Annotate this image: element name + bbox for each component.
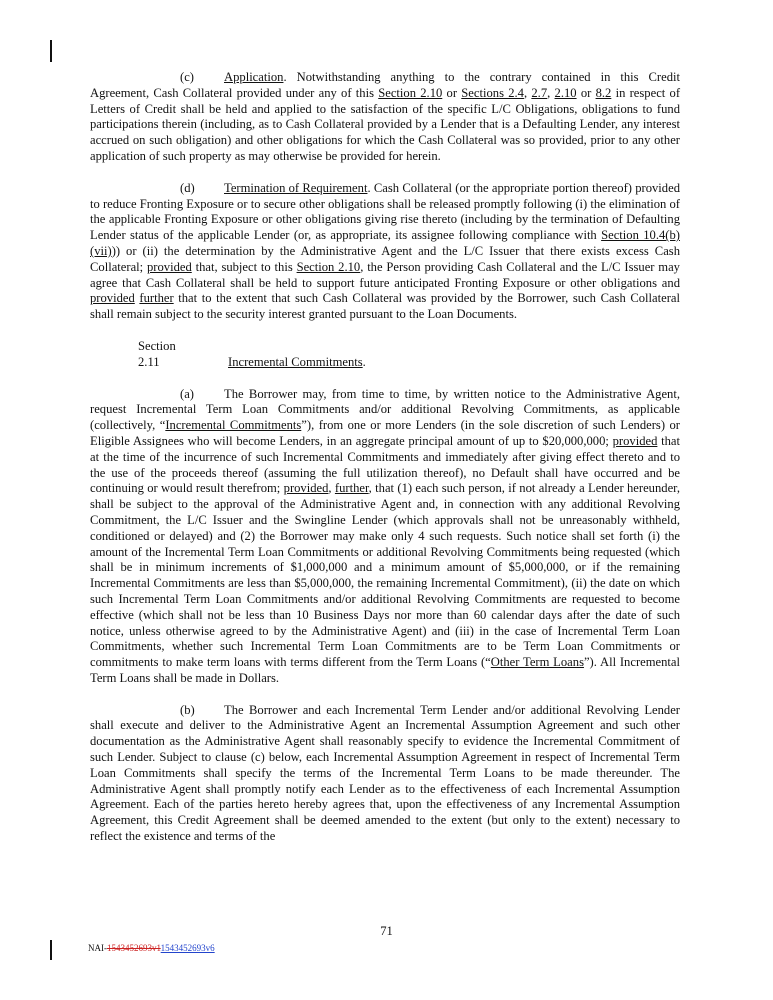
cross-reference: 8.2 [595, 85, 612, 100]
cross-reference: Section 10.4(b)(vii) [90, 228, 680, 258]
cross-reference: Section 2.10 [378, 85, 443, 100]
section-title: Incremental Commitments [228, 354, 363, 369]
paragraph-heading: Application [224, 70, 284, 84]
defined-term: provided [612, 433, 658, 448]
section-number: Section 2.11 [138, 338, 176, 369]
document-id-deleted: 1543452693v1 [107, 943, 161, 953]
page-number: 71 [380, 924, 393, 938]
paragraph-label: (a) [180, 386, 194, 401]
cross-reference: Sections 2.4 [461, 85, 524, 100]
change-bar-top [50, 40, 52, 62]
paragraph-c: (c) Application. Notwithstanding anything to the contrary contained in this Credit Agreement, Cash Collateral provided under any of this Section 2.10 or Sections 2.4, 2.7, 2.10 or 8.2 in respect of Letters of Credit shall be held and applied to the satisfaction of the specific L/C Obligations, obligations to fund participations therein (including, as to Cash Collateral provided by a Lender that is a Defaulting Lender, any interest accrued on such obligation) and other obligations for which the Cash Collateral was so provided, prior to any other application of such property as may otherwise be provided for herein. [90, 70, 681, 163]
cross-reference: Section 2.10 [296, 259, 361, 274]
cross-reference: 2.7 [531, 85, 548, 100]
section-heading: Section 2.11 Incremental Commitments. [138, 338, 366, 369]
defined-term: further [139, 291, 174, 306]
change-bar-bottom [50, 940, 52, 960]
paragraph-label: (d) [180, 180, 195, 195]
paragraph-heading: Termination of Requirement [224, 180, 368, 195]
document-id [88, 943, 215, 953]
document-id-inserted: 1543452693v6 [160, 943, 215, 953]
defined-term: provided [146, 259, 192, 274]
defined-term: provided [283, 481, 329, 496]
document-id-prefix: NAI- [88, 943, 107, 953]
paragraph-a: (a) The Borrower may, from time to time, by written notice to the Administrative Agent, request Incremental Term Loan Commitments and/or additional Revolving Commitments, as applicable (collectively, “Incremental Commitments”), from one or more Lenders (in the sole discretion of such Lenders) or Eligible Assignees who will become Lenders, in an aggregate principal amount of up to $20,000,000; provided that at the time of the incurrence of such Incremental Commitments and immediately after giving effect thereto and to the use of the proceeds thereof (assuming the full utilization thereof), no Default shall have occurred and be continuing or would result therefrom; provided, further, that (1) each such person, if not already a Lender hereunder, shall be subject to the approval of the Administrative Agent and, in connection with any additional Revolving Commitment, the L/C Issuer and the Swingline Lender (which approvals shall not be unreasonably withheld, conditioned or delayed) and (2) the Borrower may make only 4 such requests. Such notice shall set forth (i) the amount of the Incremental Term Loan Commitments or additional Revolving Commitments being requested (which shall be in minimum increments of $1,000,000 and a minimum amount of $5,000,000, or if the remaining Incremental Commitments are less than $5,000,000, the remaining Incremental Commitment), (ii) the date on which such Incremental Term Loan Commitments and/or additional Revolving Commitments are requested to become effective (which shall not be less than 10 Business Days nor more than 60 calendar days after the date of such notice, unless otherwise agreed to by the Administrative Agent) and (iii) in the case of Incremental Term Loan Commitments, whether such Incremental Term Loan Commitments are to be Term Loan Commitments or commitments to make term loans with terms different from the Term Loans (“Other Term Loans”). All Incremental Term Loans shall be made in Dollars. [90, 386, 680, 685]
defined-term: Other Term Loans [490, 655, 584, 670]
paragraph-label: (b) [180, 702, 195, 717]
paragraph-d: (d) Termination of Requirement. Cash Collateral (or the appropriate portion thereof) provided to reduce Fronting Exposure or to secure other obligations shall be released promptly following (i) the elimination of the applicable Fronting Exposure or other obligations giving rise thereto (including by the termination of Defaulting Lender status of the applicable Lender (or, as appropriate, its assignee following compliance with Section 10.4(b)(vii))) or (ii) the determination by the Administrative Agent and the L/C Issuer that there exists excess Cash Collateral; provided that, subject to this Section 2.10, the Person providing Cash Collateral and the L/C Issuer may agree that Cash Collateral shall be held to support future anticipated Fronting Exposure or other obligations and provided further that to the extent that such Cash Collateral was provided by the Borrower, such Cash Collateral shall remain subject to the security interest granted pursuant to the Loan Documents. [90, 180, 681, 322]
body-text [90, 70, 680, 845]
defined-term: Incremental Commitments [165, 418, 302, 433]
paragraph-b: (b) The Borrower and each Incremental Term Lender and/or additional Revolving Lender shall execute and deliver to the Administrative Agent an Incremental Assumption Agreement and such other documentation as the Administrative Agent shall reasonably specify to evidence the Incremental Commitment of such Lender. Subject to clause (c) below, each Incremental Assumption Agreement in respect of Incremental Term Loan Commitments shall specify the terms of the Incremental Term Loans to be made thereunder. The Administrative Agent shall promptly notify each Lender as to the effectiveness of each Incremental Assumption Agreement. Each of the parties hereto hereby agrees that, upon the effectiveness of any Incremental Assumption Agreement, this Credit Agreement shall be deemed amended to the extent (but only to the extent) necessary to reflect the existence and terms of the [90, 702, 680, 844]
paragraph-label: (c) [180, 70, 194, 84]
defined-term: further [334, 481, 369, 496]
cross-reference: 2.10 [554, 85, 577, 100]
defined-term: provided [90, 291, 135, 306]
